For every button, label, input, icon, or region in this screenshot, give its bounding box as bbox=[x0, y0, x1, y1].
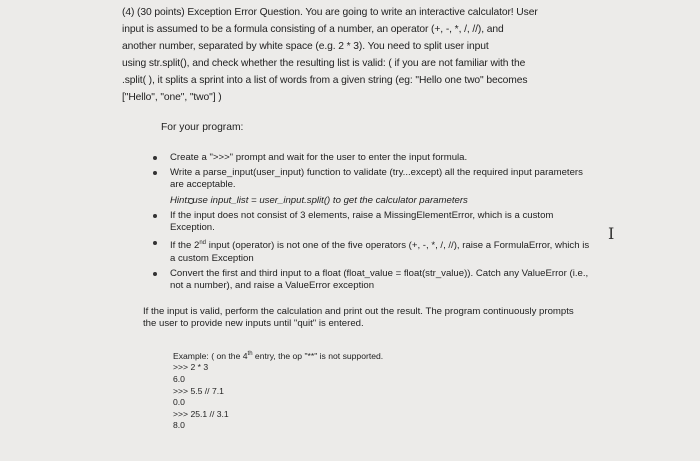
program-heading: For your program: bbox=[161, 122, 244, 133]
example-line: >>> 2 * 3 bbox=[173, 362, 209, 373]
requirements-list bbox=[150, 152, 590, 295]
list-item-text: Create a ">>>" prompt and wait for the user to enter the input formula. bbox=[170, 152, 468, 163]
example-label-pre: Example: ( on the 4 bbox=[173, 350, 248, 361]
bullet-icon bbox=[153, 156, 157, 160]
hollow-bullet-icon bbox=[188, 198, 194, 204]
list-item bbox=[150, 152, 590, 164]
closing-paragraph: If the input is valid, perform the calculation and print out the result. The program continuously prompts the user to provide new inputs until "quit" is entered. bbox=[143, 306, 574, 330]
intro-line: (4) (30 points) Exception Error Question. You are going to write an interactive calculator! User bbox=[122, 7, 538, 18]
list-item-text-post: input (operator) is not one of the five operators (+, -, *, /, //), raise a FormulaError, which is a custom Exception bbox=[170, 240, 590, 264]
example-line: 8.0 bbox=[173, 420, 185, 431]
text-cursor-icon: I bbox=[608, 224, 615, 243]
intro-line: using str.split(), and check whether the resulting list is valid: ( if you are not familiar with the bbox=[122, 58, 526, 69]
example-line: 0.0 bbox=[173, 397, 185, 408]
bullet-icon bbox=[153, 171, 157, 175]
example-line: >>> 25.1 // 3.1 bbox=[173, 408, 229, 419]
intro-line: .split( ), it splits a sprint into a list of words from a given string (eg: "Hello one two" becomes bbox=[122, 75, 528, 86]
list-item bbox=[150, 210, 590, 234]
bullet-icon bbox=[153, 214, 157, 218]
bullet-icon bbox=[153, 241, 157, 245]
list-item-text: Write a parse_input(user_input) function to validate (try...except) all the required input parameters are acceptable. bbox=[170, 167, 583, 191]
list-item bbox=[150, 167, 590, 191]
list-item bbox=[150, 268, 590, 292]
hint-item bbox=[150, 195, 590, 207]
example-label-post: entry, the op "**" is not supported. bbox=[252, 350, 384, 361]
example-label-sup: th bbox=[247, 351, 253, 357]
question-intro bbox=[122, 4, 592, 106]
example-label bbox=[173, 349, 383, 362]
list-item-text: If the input does not consist of 3 elements, raise a MissingElementError, which is a custom Exception. bbox=[170, 209, 554, 234]
intro-line: ["Hello", "one", "two"] ) bbox=[122, 92, 222, 103]
list-item-text: Convert the first and third input to a float (float_value = float(str_value)). Catch any ValueError (i.e., not a number), and raise a ValueError exception bbox=[170, 267, 589, 292]
hint-text: Hint: use input_list = user_input.split() to get the calculator parameters bbox=[170, 194, 468, 206]
list-item-text-pre: If the 2 bbox=[170, 240, 200, 252]
intro-line: another number, separated by white space (e.g. 2 * 3). You need to split user input bbox=[122, 41, 489, 52]
intro-line: input is assumed to be a formula consisting of a number, an operator (+, -, *, /, //), and bbox=[122, 24, 504, 35]
example-block bbox=[173, 349, 383, 432]
example-line: >>> 5.5 // 7.1 bbox=[173, 385, 224, 396]
ordinal-suffix: nd bbox=[199, 240, 207, 247]
example-line: 6.0 bbox=[173, 374, 185, 385]
list-item bbox=[150, 237, 590, 265]
bullet-icon bbox=[153, 272, 157, 276]
